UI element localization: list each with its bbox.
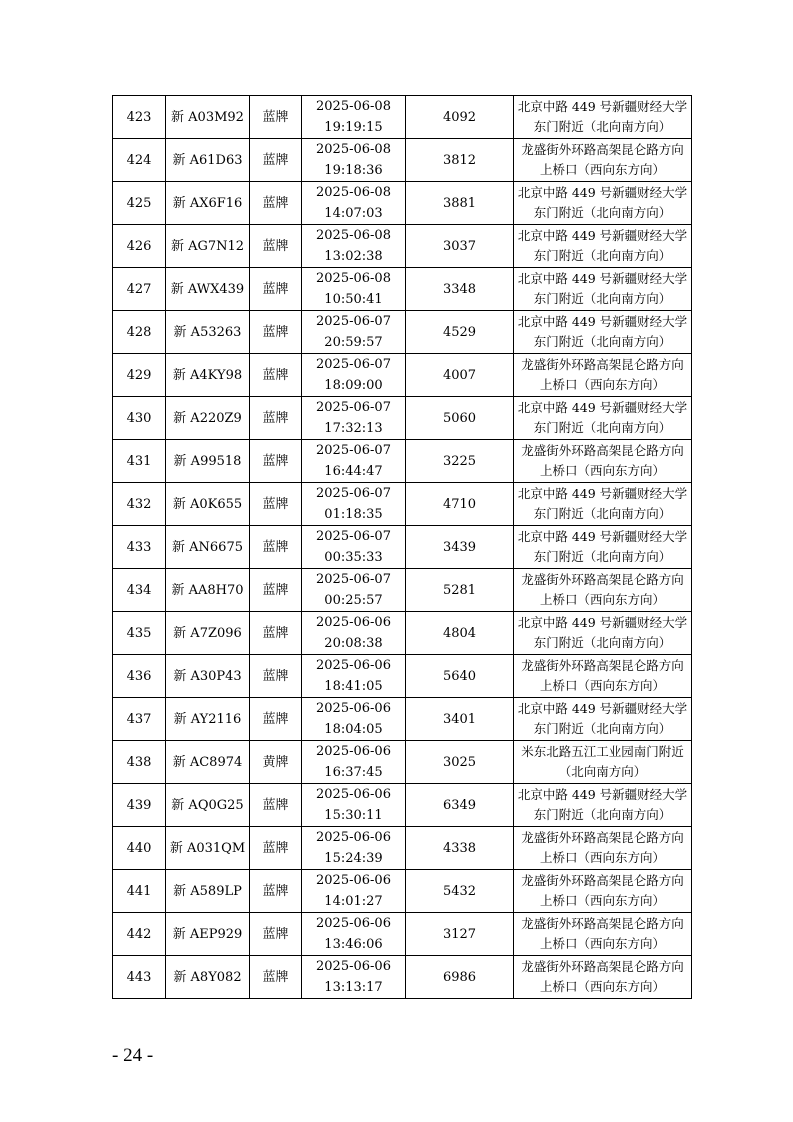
plate-type-cell: 蓝牌 — [250, 440, 302, 483]
plate-number-cell: 新 A0K655 — [166, 483, 250, 526]
datetime-cell — [302, 569, 406, 612]
date-text: 2025-06-07 — [316, 314, 391, 329]
record-number-cell: 440 — [113, 827, 166, 870]
location-cell — [514, 655, 692, 698]
datetime-cell — [302, 913, 406, 956]
date-text: 2025-06-07 — [316, 529, 391, 544]
location-cell — [514, 870, 692, 913]
amount-cell: 3348 — [406, 268, 514, 311]
page-number: - 24 - — [112, 1045, 154, 1066]
time-text: 13:46:06 — [324, 937, 383, 952]
date-text: 2025-06-06 — [316, 959, 391, 974]
table-row — [113, 397, 692, 440]
location-line-1: 北京中路 449 号新疆财经大学 — [517, 486, 688, 501]
amount-cell: 4007 — [406, 354, 514, 397]
time-text: 20:59:57 — [324, 335, 383, 350]
table-row — [113, 440, 692, 483]
plate-type-cell: 蓝牌 — [250, 139, 302, 182]
record-number-cell: 443 — [113, 956, 166, 999]
time-text: 15:30:11 — [324, 808, 383, 823]
table-row — [113, 225, 692, 268]
amount-cell: 3881 — [406, 182, 514, 225]
plate-number-cell: 新 AQ0G25 — [166, 784, 250, 827]
plate-type-cell: 蓝牌 — [250, 870, 302, 913]
time-text: 20:08:38 — [324, 636, 383, 651]
plate-number-cell: 新 A53263 — [166, 311, 250, 354]
date-text: 2025-06-06 — [316, 615, 391, 630]
amount-cell: 3037 — [406, 225, 514, 268]
plate-number-cell: 新 A8Y082 — [166, 956, 250, 999]
datetime-cell — [302, 827, 406, 870]
plate-number-cell: 新 A589LP — [166, 870, 250, 913]
location-line-2: 东门附近（北向南方向） — [533, 807, 672, 822]
datetime-cell — [302, 225, 406, 268]
table-row — [113, 913, 692, 956]
plate-type-cell: 蓝牌 — [250, 956, 302, 999]
record-number-cell: 425 — [113, 182, 166, 225]
location-line-2: 东门附近（北向南方向） — [533, 334, 672, 349]
table-row — [113, 784, 692, 827]
location-line-2: 东门附近（北向南方向） — [533, 721, 672, 736]
datetime-cell — [302, 268, 406, 311]
record-number-cell: 439 — [113, 784, 166, 827]
datetime-cell — [302, 741, 406, 784]
amount-cell: 3439 — [406, 526, 514, 569]
table-row — [113, 741, 692, 784]
plate-type-cell: 蓝牌 — [250, 268, 302, 311]
table-row — [113, 956, 692, 999]
plate-type-cell: 蓝牌 — [250, 655, 302, 698]
record-number-cell: 437 — [113, 698, 166, 741]
datetime-cell — [302, 483, 406, 526]
datetime-cell — [302, 397, 406, 440]
amount-cell: 4529 — [406, 311, 514, 354]
plate-number-cell: 新 A61D63 — [166, 139, 250, 182]
date-text: 2025-06-08 — [316, 271, 391, 286]
date-text: 2025-06-06 — [316, 787, 391, 802]
record-number-cell: 432 — [113, 483, 166, 526]
record-number-cell: 429 — [113, 354, 166, 397]
table-row — [113, 483, 692, 526]
location-line-2: 上桥口（西向东方向） — [539, 463, 665, 478]
location-cell — [514, 913, 692, 956]
date-text: 2025-06-06 — [316, 658, 391, 673]
location-line-1: 龙盛街外环路高架昆仑路方向 — [521, 959, 684, 974]
record-number-cell: 436 — [113, 655, 166, 698]
location-cell — [514, 698, 692, 741]
table-row — [113, 311, 692, 354]
location-cell — [514, 612, 692, 655]
location-cell — [514, 827, 692, 870]
location-line-1: 北京中路 449 号新疆财经大学 — [517, 228, 688, 243]
location-line-1: 龙盛街外环路高架昆仑路方向 — [521, 357, 684, 372]
date-text: 2025-06-08 — [316, 228, 391, 243]
amount-cell: 5060 — [406, 397, 514, 440]
location-line-1: 北京中路 449 号新疆财经大学 — [517, 400, 688, 415]
plate-number-cell: 新 AY2116 — [166, 698, 250, 741]
location-line-2: 上桥口（西向东方向） — [539, 162, 665, 177]
date-text: 2025-06-08 — [316, 99, 391, 114]
amount-cell: 6349 — [406, 784, 514, 827]
time-text: 13:13:17 — [324, 980, 383, 995]
date-text: 2025-06-07 — [316, 400, 391, 415]
location-line-1: 米东北路五江工业园南门附近 — [521, 744, 684, 759]
plate-type-cell: 蓝牌 — [250, 569, 302, 612]
location-cell — [514, 397, 692, 440]
date-text: 2025-06-07 — [316, 357, 391, 372]
record-number-cell: 438 — [113, 741, 166, 784]
location-line-2: 上桥口（西向东方向） — [539, 850, 665, 865]
time-text: 18:41:05 — [324, 679, 383, 694]
plate-number-cell: 新 AC8974 — [166, 741, 250, 784]
date-text: 2025-06-06 — [316, 916, 391, 931]
plate-number-cell: 新 A4KY98 — [166, 354, 250, 397]
date-text: 2025-06-06 — [316, 701, 391, 716]
plate-type-cell: 蓝牌 — [250, 526, 302, 569]
plate-number-cell: 新 A031QM — [166, 827, 250, 870]
time-text: 14:07:03 — [324, 206, 383, 221]
time-text: 00:25:57 — [324, 593, 383, 608]
record-number-cell: 434 — [113, 569, 166, 612]
location-line-2: 东门附近（北向南方向） — [533, 248, 672, 263]
plate-type-cell: 蓝牌 — [250, 913, 302, 956]
datetime-cell — [302, 526, 406, 569]
location-cell — [514, 225, 692, 268]
location-cell — [514, 956, 692, 999]
datetime-cell — [302, 96, 406, 139]
amount-cell: 3812 — [406, 139, 514, 182]
table-row — [113, 870, 692, 913]
record-number-cell: 424 — [113, 139, 166, 182]
time-text: 01:18:35 — [324, 507, 383, 522]
location-cell — [514, 354, 692, 397]
location-cell — [514, 440, 692, 483]
location-line-1: 北京中路 449 号新疆财经大学 — [517, 271, 688, 286]
location-line-1: 北京中路 449 号新疆财经大学 — [517, 185, 688, 200]
location-line-2: 上桥口（西向东方向） — [539, 592, 665, 607]
plate-number-cell: 新 A30P43 — [166, 655, 250, 698]
location-line-2: 东门附近（北向南方向） — [533, 119, 672, 134]
plate-number-cell: 新 A7Z096 — [166, 612, 250, 655]
location-cell — [514, 182, 692, 225]
location-line-1: 北京中路 449 号新疆财经大学 — [517, 314, 688, 329]
time-text: 15:24:39 — [324, 851, 383, 866]
amount-cell: 4710 — [406, 483, 514, 526]
location-cell — [514, 526, 692, 569]
datetime-cell — [302, 784, 406, 827]
plate-type-cell: 黄牌 — [250, 741, 302, 784]
amount-cell: 5640 — [406, 655, 514, 698]
table-body — [113, 96, 692, 999]
location-line-1: 龙盛街外环路高架昆仑路方向 — [521, 142, 684, 157]
datetime-cell — [302, 612, 406, 655]
datetime-cell — [302, 870, 406, 913]
plate-number-cell: 新 A99518 — [166, 440, 250, 483]
record-number-cell: 442 — [113, 913, 166, 956]
location-line-2: 东门附近（北向南方向） — [533, 291, 672, 306]
record-number-cell: 441 — [113, 870, 166, 913]
location-line-2: 东门附近（北向南方向） — [533, 506, 672, 521]
table-row — [113, 96, 692, 139]
time-text: 13:02:38 — [324, 249, 383, 264]
location-cell — [514, 311, 692, 354]
datetime-cell — [302, 354, 406, 397]
plate-type-cell: 蓝牌 — [250, 397, 302, 440]
datetime-cell — [302, 956, 406, 999]
plate-number-cell: 新 A220Z9 — [166, 397, 250, 440]
table-row — [113, 827, 692, 870]
location-line-2: 东门附近（北向南方向） — [533, 635, 672, 650]
record-number-cell: 423 — [113, 96, 166, 139]
datetime-cell — [302, 311, 406, 354]
location-line-1: 北京中路 449 号新疆财经大学 — [517, 787, 688, 802]
record-number-cell: 430 — [113, 397, 166, 440]
time-text: 16:37:45 — [324, 765, 383, 780]
date-text: 2025-06-07 — [316, 486, 391, 501]
record-number-cell: 428 — [113, 311, 166, 354]
record-number-cell: 426 — [113, 225, 166, 268]
record-number-cell: 431 — [113, 440, 166, 483]
amount-cell: 3225 — [406, 440, 514, 483]
time-text: 18:04:05 — [324, 722, 383, 737]
location-line-2: 东门附近（北向南方向） — [533, 420, 672, 435]
date-text: 2025-06-08 — [316, 185, 391, 200]
location-line-2: 上桥口（西向东方向） — [539, 936, 665, 951]
location-line-2: 上桥口（西向东方向） — [539, 678, 665, 693]
plate-type-cell: 蓝牌 — [250, 827, 302, 870]
date-text: 2025-06-08 — [316, 142, 391, 157]
amount-cell: 6986 — [406, 956, 514, 999]
plate-type-cell: 蓝牌 — [250, 311, 302, 354]
datetime-cell — [302, 440, 406, 483]
date-text: 2025-06-07 — [316, 572, 391, 587]
amount-cell: 3127 — [406, 913, 514, 956]
table-row — [113, 526, 692, 569]
location-cell — [514, 569, 692, 612]
datetime-cell — [302, 139, 406, 182]
location-cell — [514, 784, 692, 827]
datetime-cell — [302, 182, 406, 225]
location-cell — [514, 139, 692, 182]
location-line-1: 龙盛街外环路高架昆仑路方向 — [521, 873, 684, 888]
location-line-1: 龙盛街外环路高架昆仑路方向 — [521, 916, 684, 931]
table-row — [113, 182, 692, 225]
table-row — [113, 354, 692, 397]
location-line-1: 龙盛街外环路高架昆仑路方向 — [521, 658, 684, 673]
amount-cell: 5432 — [406, 870, 514, 913]
plate-type-cell: 蓝牌 — [250, 96, 302, 139]
location-cell — [514, 483, 692, 526]
table-row — [113, 268, 692, 311]
table-row — [113, 698, 692, 741]
datetime-cell — [302, 698, 406, 741]
plate-type-cell: 蓝牌 — [250, 698, 302, 741]
plate-type-cell: 蓝牌 — [250, 784, 302, 827]
location-line-1: 龙盛街外环路高架昆仑路方向 — [521, 572, 684, 587]
date-text: 2025-06-07 — [316, 443, 391, 458]
plate-type-cell: 蓝牌 — [250, 225, 302, 268]
plate-number-cell: 新 AG7N12 — [166, 225, 250, 268]
plate-type-cell: 蓝牌 — [250, 182, 302, 225]
location-line-1: 龙盛街外环路高架昆仑路方向 — [521, 443, 684, 458]
table-row — [113, 569, 692, 612]
location-cell — [514, 268, 692, 311]
location-cell — [514, 96, 692, 139]
location-line-2: （北向南方向） — [558, 764, 647, 779]
time-text: 19:18:36 — [324, 163, 383, 178]
date-text: 2025-06-06 — [316, 873, 391, 888]
location-line-2: 东门附近（北向南方向） — [533, 549, 672, 564]
record-number-cell: 433 — [113, 526, 166, 569]
amount-cell: 5281 — [406, 569, 514, 612]
location-line-1: 北京中路 449 号新疆财经大学 — [517, 701, 688, 716]
location-line-1: 北京中路 449 号新疆财经大学 — [517, 99, 688, 114]
location-line-2: 上桥口（西向东方向） — [539, 893, 665, 908]
plate-number-cell: 新 AN6675 — [166, 526, 250, 569]
plate-type-cell: 蓝牌 — [250, 354, 302, 397]
record-number-cell: 435 — [113, 612, 166, 655]
location-line-1: 北京中路 449 号新疆财经大学 — [517, 529, 688, 544]
time-text: 14:01:27 — [324, 894, 383, 909]
time-text: 17:32:13 — [324, 421, 383, 436]
violation-records-table — [112, 95, 692, 999]
plate-number-cell: 新 A03M92 — [166, 96, 250, 139]
location-line-2: 上桥口（西向东方向） — [539, 979, 665, 994]
date-text: 2025-06-06 — [316, 744, 391, 759]
table-row — [113, 655, 692, 698]
time-text: 16:44:47 — [324, 464, 383, 479]
plate-number-cell: 新 AA8H70 — [166, 569, 250, 612]
location-line-1: 龙盛街外环路高架昆仑路方向 — [521, 830, 684, 845]
plate-type-cell: 蓝牌 — [250, 483, 302, 526]
date-text: 2025-06-06 — [316, 830, 391, 845]
location-line-1: 北京中路 449 号新疆财经大学 — [517, 615, 688, 630]
amount-cell: 3401 — [406, 698, 514, 741]
plate-type-cell: 蓝牌 — [250, 612, 302, 655]
amount-cell: 3025 — [406, 741, 514, 784]
plate-number-cell: 新 AX6F16 — [166, 182, 250, 225]
table-row — [113, 139, 692, 182]
time-text: 19:19:15 — [324, 120, 383, 135]
plate-number-cell: 新 AWX439 — [166, 268, 250, 311]
time-text: 18:09:00 — [324, 378, 383, 393]
table-row — [113, 612, 692, 655]
location-line-2: 上桥口（西向东方向） — [539, 377, 665, 392]
record-number-cell: 427 — [113, 268, 166, 311]
amount-cell: 4804 — [406, 612, 514, 655]
time-text: 00:35:33 — [324, 550, 383, 565]
plate-number-cell: 新 AEP929 — [166, 913, 250, 956]
location-line-2: 东门附近（北向南方向） — [533, 205, 672, 220]
amount-cell: 4092 — [406, 96, 514, 139]
time-text: 10:50:41 — [324, 292, 383, 307]
datetime-cell — [302, 655, 406, 698]
amount-cell: 4338 — [406, 827, 514, 870]
location-cell — [514, 741, 692, 784]
